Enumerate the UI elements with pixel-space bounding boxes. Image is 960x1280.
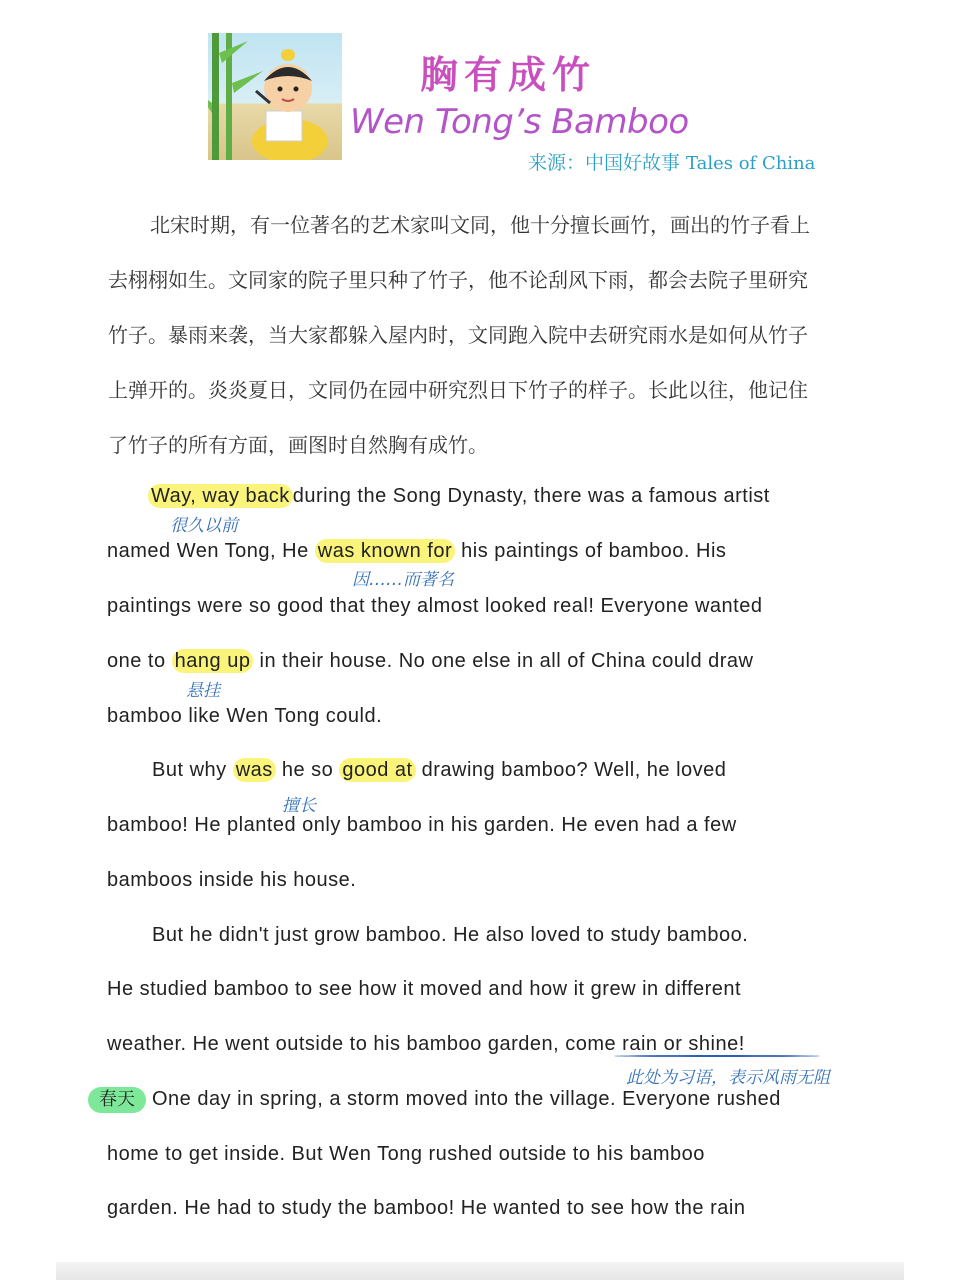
- title-chinese: 胸有成竹: [420, 52, 597, 97]
- en-line-2: [107, 540, 726, 563]
- cn-line-5: 了竹子的所有方面，画图时自然胸有成竹。: [108, 433, 488, 457]
- en-line-6-rest: drawing bamboo? Well, he loved: [415, 759, 727, 781]
- highlight-way-way-back: Way, way back: [148, 484, 293, 508]
- en-line-14: garden. He had to study the bamboo! He wanted to see how the rain: [107, 1197, 746, 1219]
- boy-painting-illustration: [208, 33, 342, 160]
- source-line: [528, 148, 815, 175]
- note-idiom: 此处为习语，表示风雨无阻: [626, 1068, 830, 1088]
- en-line-6-mid: he so: [275, 759, 340, 781]
- en-line-3: paintings were so good that they almost looked real! Everyone wanted: [107, 595, 763, 617]
- en-line-6: [152, 759, 726, 782]
- cn-line-2: 去栩栩如生。文同家的院子里只种了竹子，他不论刮风下雨，都会去院子里研究: [108, 268, 808, 292]
- en-line-1: [148, 485, 770, 508]
- page-bottom-edge: [56, 1262, 904, 1280]
- cn-line-4: 上弹开的。炎炎夏日，文同仍在园中研究烈日下竹子的样子。长此以往，他记住: [108, 378, 808, 402]
- en-line-4-start: one to: [107, 650, 172, 672]
- note-good-at: 擅长: [282, 796, 316, 816]
- en-line-2-start: named Wen Tong, He: [107, 540, 315, 562]
- en-line-4: [107, 650, 753, 673]
- highlight-hang-up: hang up: [172, 649, 254, 673]
- source-en: Tales of China: [686, 153, 816, 174]
- note-long-ago: 很久以前: [170, 516, 238, 536]
- highlight-good-at: good at: [339, 758, 415, 782]
- note-hang-up: 悬挂: [186, 681, 220, 701]
- en-line-2-rest: his paintings of bamboo. His: [455, 540, 727, 562]
- en-line-7: bamboo! He planted only bamboo in his garden. He even had a few: [107, 814, 737, 836]
- en-line-13: home to get inside. But Wen Tong rushed outside to his bamboo: [107, 1143, 705, 1165]
- underline-come-rain-or-shine: [614, 1055, 820, 1057]
- note-known-for: 因……而著名: [352, 570, 454, 590]
- en-line-10: He studied bamboo to see how it moved and how it grew in different: [107, 978, 742, 1000]
- en-line-5: bamboo like Wen Tong could.: [107, 705, 383, 727]
- highlight-was-known-for: was known for: [315, 539, 455, 563]
- en-line-11: weather. He went outside to his bamboo garden, come rain or shine!: [107, 1033, 745, 1055]
- en-line-4-rest: in their house. No one else in all of China could draw: [253, 650, 754, 672]
- cn-line-3: 竹子。暴雨来袭，当大家都躲入屋内时，文同跑入院中去研究雨水是如何从竹子: [108, 323, 808, 347]
- en-line-6-start: But why: [152, 759, 233, 781]
- en-line-12: One day in spring, a storm moved into the village. Everyone rushed: [152, 1088, 781, 1110]
- highlight-was: was: [233, 758, 276, 782]
- en-line-8: bamboos inside his house.: [107, 869, 357, 891]
- cn-line-1: 北宋时期，有一位著名的艺术家叫文同，他十分擅长画竹，画出的竹子看上: [150, 213, 810, 237]
- en-line-9: But he didn't just grow bamboo. He also loved to study bamboo.: [152, 924, 749, 946]
- spring-tag: 春天: [88, 1087, 146, 1113]
- title-english: Wen Tong’s Bamboo: [350, 102, 689, 142]
- en-line-1-rest: during the Song Dynasty, there was a famous artist: [292, 485, 770, 507]
- source-cn: 来源：中国好故事: [528, 152, 681, 174]
- header-illustration: [208, 33, 342, 160]
